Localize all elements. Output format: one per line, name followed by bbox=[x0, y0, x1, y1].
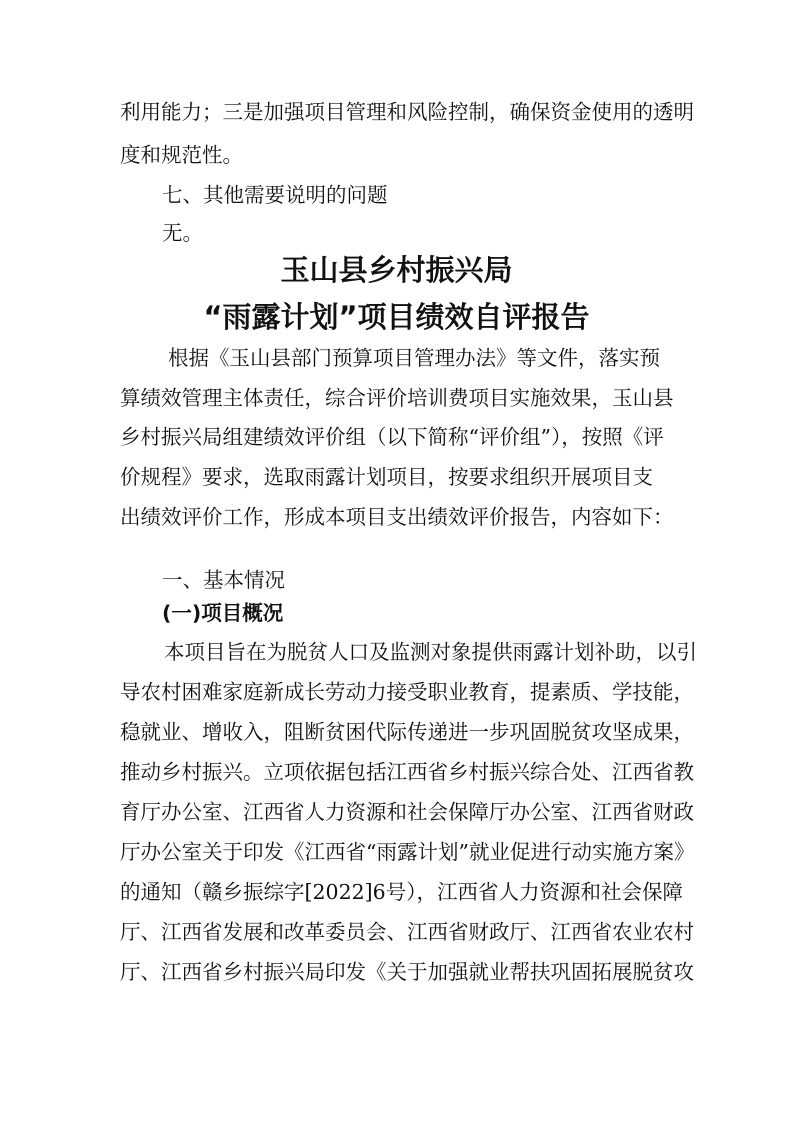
section-body: 无。 bbox=[162, 221, 203, 245]
paragraph-line: 厅、江西省发展和改革委员会、江西省财政厅、江西省农业农村 bbox=[120, 920, 694, 944]
paragraph-line: 育厅办公室、江西省人力资源和社会保障厅办公室、江西省财政 bbox=[120, 800, 694, 824]
subsection-heading: (一)项目概况 bbox=[162, 601, 284, 625]
paragraph-line: 算绩效管理主体责任，综合评价培训费项目实施效果，玉山县 bbox=[120, 386, 674, 410]
paragraph-line: 本项目旨在为脱贫人口及监测对象提供雨露计划补助，以引 bbox=[164, 640, 697, 664]
paragraph-line: 厅办公室关于印发《江西省“雨露计划”就业促进行动实施方案》 bbox=[120, 840, 695, 864]
paragraph-line: 乡村振兴局组建绩效评价组（以下简称“评价组”），按照《评 bbox=[120, 425, 664, 449]
paragraph-line: 度和规范性。 bbox=[120, 143, 243, 167]
paragraph-line: 根据《玉山县部门预算项目管理办法》等文件，落实预 bbox=[168, 346, 660, 370]
section-heading: 七、其他需要说明的问题 bbox=[162, 183, 388, 207]
report-title-line1: 玉山县乡村振兴局 bbox=[280, 253, 513, 287]
report-title-line2: “雨露计划”项目绩效自评报告 bbox=[203, 300, 590, 334]
paragraph-line: 推动乡村振兴。立项依据包括江西省乡村振兴综合处、江西省教 bbox=[120, 760, 694, 784]
paragraph-line: 的通知（赣乡振综字[2022]6号），江西省人力资源和社会保障 bbox=[120, 880, 683, 904]
section-heading: 一、基本情况 bbox=[162, 568, 285, 592]
paragraph-line: 价规程》要求，选取雨露计划项目，按要求组织开展项目支 bbox=[120, 465, 653, 489]
paragraph-line: 稳就业、增收入，阻断贫困代际传递进一步巩固脱贫攻坚成果， bbox=[120, 720, 694, 744]
paragraph-line: 利用能力；三是加强项目管理和风险控制，确保资金使用的透明 bbox=[120, 100, 694, 124]
paragraph-line: 厅、江西省乡村振兴局印发《关于加强就业帮扶巩固拓展脱贫攻 bbox=[120, 960, 694, 984]
paragraph-line: 出绩效评价工作，形成本项目支出绩效评价报告，内容如下： bbox=[120, 505, 674, 529]
paragraph-line: 导农村困难家庭新成长劳动力接受职业教育，提素质、学技能， bbox=[120, 680, 694, 704]
